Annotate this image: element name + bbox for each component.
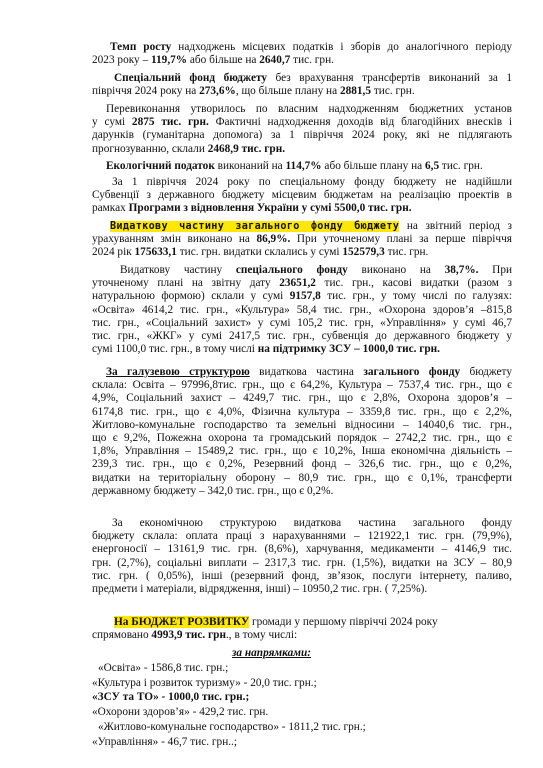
paragraph-general-fund-expenses: Видаткову частину загального фонду бюджету на звітний період з урахуванням змін виконано на 86,9%. При уточненому плані за перше півріччя 2024 рік 175633,1 тис. грн. видатки склались у сумі 152579,3 тис. грн.	[92, 220, 512, 259]
paragraph-special-fund-expenses: Видаткову частину спеціального фонду виконано на 38,7%. При уточненому плані на звітну дату 23651,2 тис. грн., касові видатки (разом з натуральною формою) склали у сумі 9157,8 тис. грн., у тому числі по галузях: «Освіта» 4614,2 тис. грн., «Культура» 58,4 тис. грн., «Охорона здоров’я –815,8 тис. грн., «Соціальний захист» у сумі 105,2 тис. грн, «Управління» у сумі 46,7 тис. грн., «ЖКГ» у сумі 2417,5 тис. грн., субвенція до державного бюджету у сумі 1100,0 тис. грн., в тому числі на підтримку ЗСУ – 1000,0 тис. грн.	[92, 264, 512, 356]
directions-title: за напрямками:	[231, 647, 312, 659]
list-item: «Освіта» - 1586,8 тис. грн.;	[98, 662, 229, 674]
term-growth: Темп росту	[110, 41, 172, 53]
list-item: «Управління» - 46,7 тис. грн..;	[92, 736, 238, 748]
paragraph-economic-structure: За економічною структурою видаткова частина загального фонду бюджету склала: оплата праці з нарахуваннями – 121922,1 тис. грн. (79,9%), енергоносії – 13161,9 тис. грн. (8,6%), харчування, медикаменти – 4146,9 тис. грн. (2,7%), соціальні виплати – 2317,3 тис. грн. (1,5%), видатки на ЗСУ – 80,9 тис. грн. ( 0,05%), інші (резервний фонд, зв’язок, послуги інтернету, паливо, предмети і матеріали, відрядження, інші) – 10950,2 тис. грн. ( 7,25%).	[92, 517, 512, 596]
paragraph-development-budget: На БЮДЖЕТ РОЗВИТКУ громади у першому півріччі 2024 року спрямовано 4993,9 тис. грн., в тому числі:	[92, 616, 438, 642]
paragraph-eco-tax: Екологічний податок виконаний на 114,7% або більше плану на 6,5 тис. грн.	[106, 160, 483, 172]
list-item: «ЗСУ та ТО» - 1000,0 тис. грн.;	[92, 691, 250, 703]
paragraph-subventions: За 1 півріччя 2024 року по спеціальному фонду бюджету не надійшли Субвенції з державного бюджету місцевим бюджетам на реалізацію проектів в рамках Програми з відновлення України у сумі 5500,0 тис. грн.	[92, 176, 512, 215]
highlight-development-budget: На БЮДЖЕТ РОЗВИТКУ	[114, 616, 250, 628]
highlight-general-fund: Видаткову частину загального фонду бюджету	[110, 221, 400, 232]
list-item: «Охорони здоров’я» - 429,2 тис. грн.	[92, 706, 269, 718]
list-item: «Культура і розвиток туризму» - 20,0 тис. грн.;	[92, 677, 317, 689]
paragraph-tax-growth: Темп росту надходжень місцевих податків і зборів до аналогічного періоду 2023 року – 119,7% або більше на 2640,7 тис. грн.	[92, 41, 512, 67]
paragraph-sector-structure: За галузевою структурою видаткова частина загального фонду бюджету склала: Освіта – 97996,8тис. грн., що є 64,2%, Культура – 7537,4 тис. грн., що є 4,9%, Соціальний захист – 4249,7 тис. грн., що є 2,8%, Охорона здоров’я – 6174,8 тис. грн., що є 4,0%, Фізична культура – 3359,8 тис. грн., що є 2,2%, Житлово-комунальне господарство та земельні відносини – 14040,6 тис. грн., що є 9,2%, Пожежна охорона та громадський порядок – 2742,2 тис. грн., що є 1,8%, Управління – 15489,2 тис. грн., що є 10,2%, Інша економічна діяльність – 239,3 тис. грн., що є 0,2%, Резервний фонд – 326,6 тис. грн., що є 0,2%, видатки на територіальну оборону – 80,9 тис. грн., що є 0,1%, трансферти державному бюджету – 342,0 тис. грн., що є 0,2%.	[92, 366, 512, 497]
paragraph-overperformance: Перевиконання утворилось по власним надходженням бюджетних установ у сумі 2875 тис. грн. Фактичні надходження доходів від благодійних внесків і дарунків (гуманітарна допомога) за 1 півріччя 2024 року, які не підлягають прогнозуванню, склали 2468,9 тис. грн.	[92, 103, 512, 155]
paragraph-special-fund: Спеціальний фонд бюджету без врахування трансфертів виконаний за 1 півріччя 2024 року на 273,6%, що більше плану на 2881,5 тис. грн.	[92, 72, 512, 98]
list-item: «Житлово-комунальне господарство» - 1811,2 тис. грн.;	[98, 721, 366, 733]
